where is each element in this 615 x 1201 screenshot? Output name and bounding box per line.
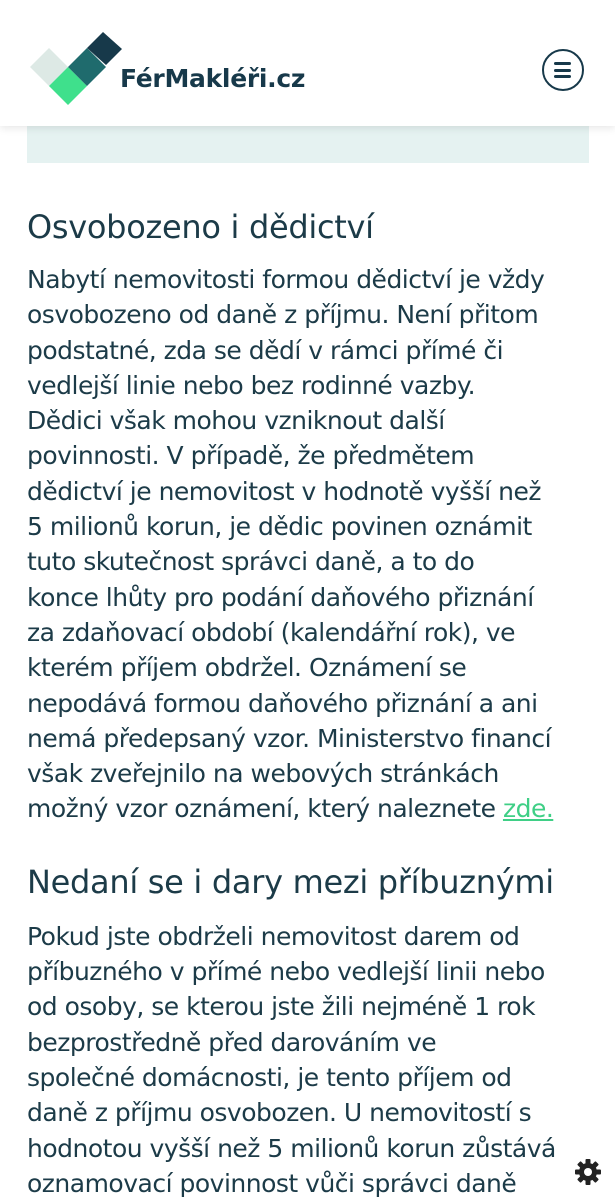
text-line: tuto skutečnost správci daně, a to do (27, 547, 475, 577)
text-line: nepodává formou daňového přiznání a ani (27, 688, 538, 718)
text-line: daně z příjmu osvobozen. U nemovitostí s (27, 1098, 532, 1128)
section-paragraph (27, 262, 602, 827)
text-line: příbuzného v přímé nebo vedlejší linii nebo (27, 957, 545, 987)
text-line: Dědici však mohou vzniknout další (27, 406, 445, 436)
info-box (27, 120, 589, 163)
text-line: Pokud jste obdrželi nemovitost darem od (27, 921, 520, 951)
text-line: společné domácnosti, je tento příjem od (27, 1062, 512, 1092)
text-line: nemá předepsaný vzor. Ministerstvo financí (27, 723, 552, 753)
site-logo[interactable] (28, 30, 328, 110)
text-line: možný vzor oznámení, který naleznete (27, 794, 503, 824)
logo-text: FérMakléři.cz (120, 64, 306, 93)
text-line: však zveřejnilo na webových stránkách (27, 759, 499, 789)
hamburger-menu-icon[interactable] (542, 49, 584, 91)
text-line: od osoby, se kterou jste žili nejméně 1 rok (27, 992, 536, 1022)
text-line: oznamovací povinnost vůči správci daně (27, 1168, 517, 1198)
text-line: vedlejší linie nebo bez rodinné vazby. (27, 370, 476, 400)
gear-icon[interactable] (574, 1158, 602, 1186)
logo-mark-icon (28, 30, 124, 110)
text-line-with-link (27, 791, 602, 826)
section-heading: Nedaní se i dary mezi příbuznými (27, 862, 554, 901)
template-link[interactable]: zde. (502, 794, 554, 824)
menu-line (554, 75, 571, 78)
text-line: konce lhůty pro podání daňového přiznání (27, 582, 534, 612)
menu-line (554, 69, 571, 72)
text-line: hodnotou vyšší než 5 milionů korun zůstává (27, 1133, 556, 1163)
section-paragraph (27, 919, 602, 1201)
site-header (0, 0, 615, 126)
section-heading: Osvobozeno i dědictví (27, 208, 374, 246)
menu-line (554, 62, 571, 65)
article-content (27, 200, 602, 1201)
text-line: bezprostředně před darováním ve (27, 1027, 437, 1057)
text-line: Nabytí nemovitosti formou dědictví je vždy (27, 265, 545, 294)
text-line: za zdaňovací období (kalendářní rok), ve (27, 617, 516, 647)
text-line: povinnosti. V případě, že předmětem (27, 441, 475, 471)
text-line: podstatné, zda se dědí v rámci přímé či (27, 335, 504, 365)
text-line: osvobozeno od daně z příjmu. Není přitom (27, 300, 539, 330)
text-line: dědictví je nemovitost v hodnotě vyšší než (27, 476, 541, 506)
text-line: 5 milionů korun, je dědic povinen oznámit (27, 512, 532, 542)
text-line: kterém příjem obdržel. Oznámení se (27, 653, 467, 683)
